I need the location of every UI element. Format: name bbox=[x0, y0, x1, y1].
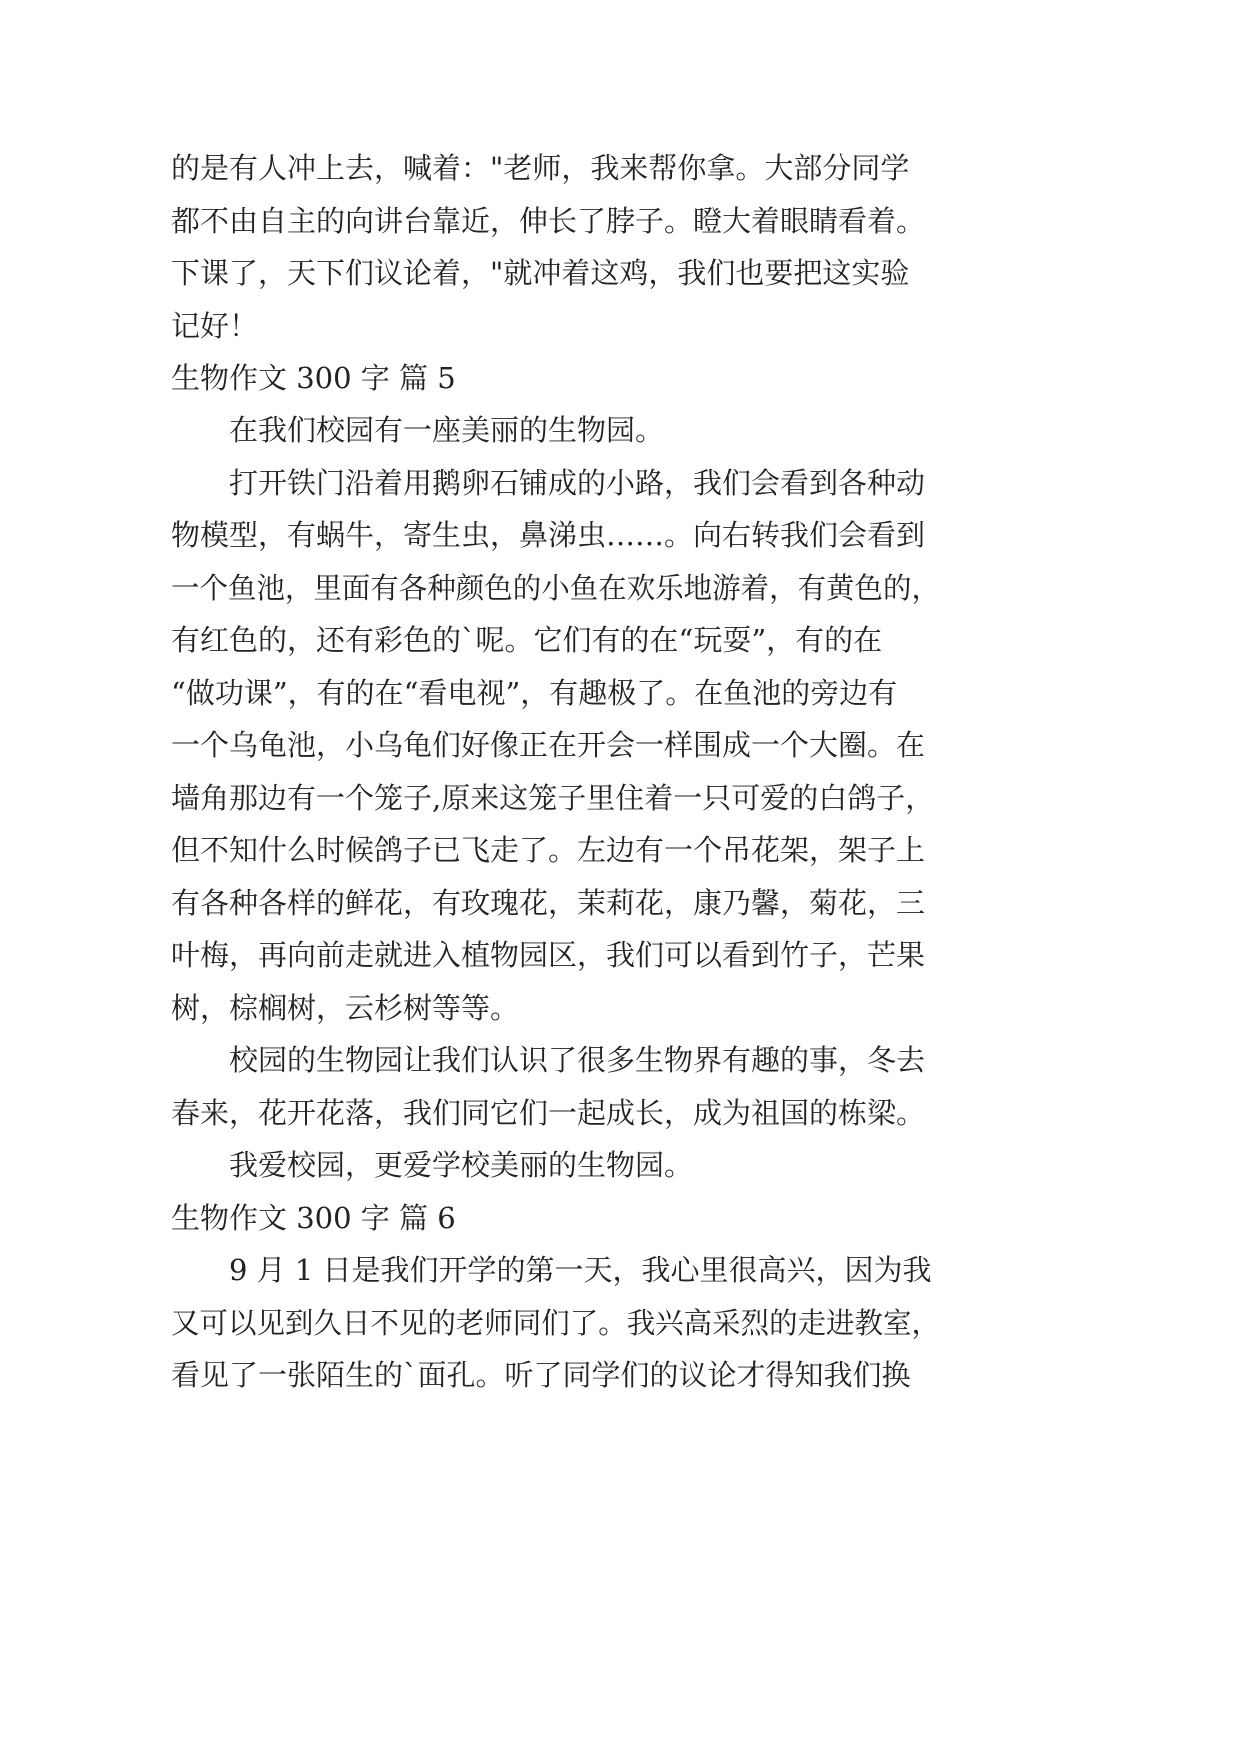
section-heading: 生物作文 300 字 篇 6 bbox=[171, 1201, 456, 1235]
text-line: 树，棕榈树，云杉树等等。 bbox=[171, 991, 520, 1025]
text-line: 春来，花开花落，我们同它们一起成长，成为祖国的栋梁。 bbox=[171, 1096, 926, 1130]
text-line: 看见了一张陌生的`面孔。听了同学们的议论才得知我们换 bbox=[171, 1358, 911, 1392]
paragraph-line: 打开铁门沿着用鹅卵石铺成的小路，我们会看到各种动 bbox=[229, 466, 926, 500]
paragraph-line: 校园的生物园让我们认识了很多生物界有趣的事，冬去 bbox=[229, 1043, 926, 1077]
paragraph-line: 我爱校园，更爱学校美丽的生物园。 bbox=[229, 1148, 694, 1182]
text-line: 下课了，天下们议论着，"就冲着这鸡，我们也要把这实验 bbox=[171, 256, 910, 290]
section-heading: 生物作文 300 字 篇 5 bbox=[171, 361, 456, 395]
text-line: 记好！ bbox=[171, 309, 259, 343]
text-line: 又可以见到久日不见的老师同们了。我兴高采烈的走进教室， bbox=[171, 1306, 940, 1340]
text-line: 的是有人冲上去，喊着："老师，我来帮你拿。大部分同学 bbox=[171, 151, 910, 185]
text-line: 物模型，有蜗牛，寄生虫，鼻涕虫……。向右转我们会看到 bbox=[171, 518, 926, 552]
paragraph-line: 9 月 1 日是我们开学的第一天，我心里很高兴，因为我 bbox=[229, 1253, 932, 1287]
text-line: 一个鱼池，里面有各种颜色的小鱼在欢乐地游着，有黄色的， bbox=[171, 571, 940, 605]
text-line: 有各种各样的鲜花，有玫瑰花，茉莉花，康乃馨，菊花，三 bbox=[171, 886, 926, 920]
text-line: 都不由自主的向讲台靠近，伸长了脖子。瞪大着眼睛看着。 bbox=[171, 204, 926, 238]
text-line: 墙角那边有一个笼子,原来这笼子里住着一只可爱的白鸽子， bbox=[171, 781, 935, 815]
text-line: 有红色的，还有彩色的`呢。它们有的在“玩耍”，有的在 bbox=[171, 623, 883, 657]
text-line: 叶梅，再向前走就进入植物园区，我们可以看到竹子，芒果 bbox=[171, 938, 926, 972]
text-line: 一个乌龟池，小乌龟们好像正在开会一样围成一个大圈。在 bbox=[171, 728, 926, 762]
text-line: “做功课”，有的在“看电视”，有趣极了。在鱼池的旁边有 bbox=[171, 676, 898, 710]
paragraph-line: 在我们校园有一座美丽的生物园。 bbox=[229, 413, 665, 447]
text-line: 但不知什么时候鸽子已飞走了。左边有一个吊花架，架子上 bbox=[171, 833, 926, 867]
